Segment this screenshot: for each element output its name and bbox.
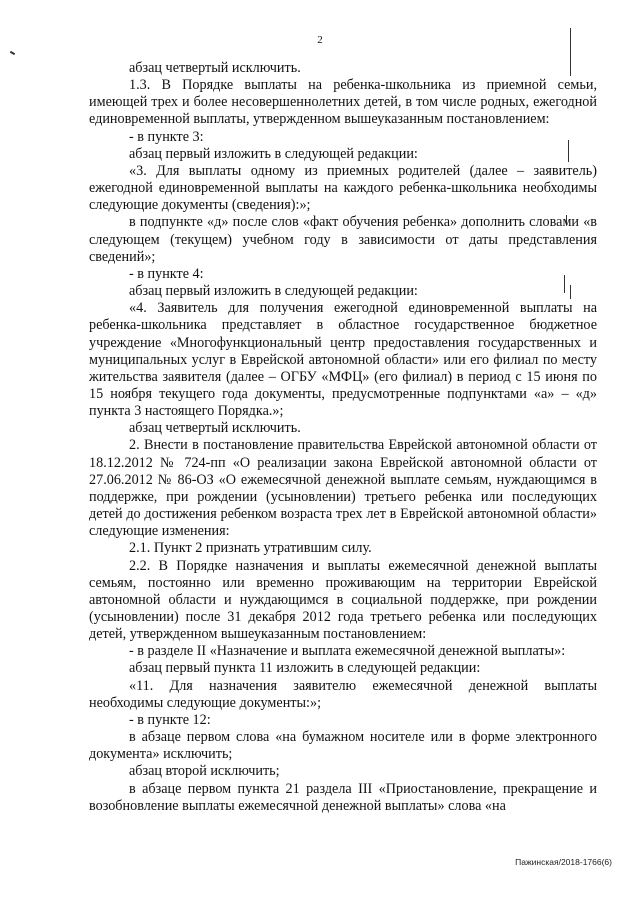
- paragraph: - в пункте 12:: [129, 711, 211, 728]
- paragraph: 2.2. В Порядке назначения и выплаты ежемесячной денежной выплаты семьям, постоянно или временно проживающим на территории Еврейской автономной области и нуждающимся в социальной поддержке, при рождении (усыновлении) после 31 декабря 2012 года третьего ребенка или последующих детей, утвержденном вышеуказанным постановлением:: [89, 557, 597, 643]
- footer-reference: Пажинская/2018-1766(6): [515, 857, 612, 867]
- paragraph: «3. Для выплаты одному из приемных родителей (далее – заявитель) ежегодной единовременной выплаты на каждого ребенка-школьника необходимы следующие документы (сведения):»;: [89, 162, 597, 214]
- paragraph: абзац первый пункта 11 изложить в следующей редакции:: [129, 660, 481, 677]
- paragraph: «4. Заявитель для получения ежегодной единовременной выплаты на ребенка-школьника представляет в областное государственное бюджетное учреждение «Многофункциональный центр предоставления государственных и муниципальных услуг в Еврейской автономной области» или его филиал по месту жительства заявителя (далее – ОГБУ «МФЦ» (его филиал) в период с 15 июня по 15 ноября текущего года документы, предусмотренные подпунктами «а» – «д» пункта 3 настоящего Порядка.»;: [89, 300, 597, 420]
- scan-mark-top-left: [10, 51, 15, 55]
- paragraph: в подпункте «д» после слов «факт обучения ребенка» дополнить словами «в следующем (текущем) учебном году в зависимости от даты представления сведений»;: [89, 214, 597, 265]
- paragraph: в абзаце первом пункта 21 раздела III «Приостановление, прекращение и возобновление выплаты ежемесячной денежной выплаты» слова «на: [89, 780, 597, 814]
- paragraph: 1.3. В Порядке выплаты на ребенка-школьника из приемной семьи, имеющей трех и более несовершеннолетних детей, в том числе родных, ежегодной единовременной выплаты, утвержденном вышеуказанным постановлением:: [89, 77, 597, 128]
- page-number: 2: [317, 34, 323, 46]
- paragraph: абзац четвертый исключить.: [129, 60, 301, 76]
- paragraph: абзац первый изложить в следующей редакции:: [129, 283, 418, 300]
- paragraph: абзац второй исключить;: [129, 763, 280, 780]
- paragraph: 2.1. Пункт 2 признать утратившим силу.: [129, 540, 372, 557]
- paragraph: - в пункте 4:: [129, 265, 204, 282]
- paragraph: абзац четвертый исключить.: [129, 420, 301, 437]
- paragraph: 2. Внести в постановление правительства Еврейской автономной области от 18.12.2012 № 724-пп «О реализации закона Еврейской автономной области от 27.06.2012 № 86-ОЗ «О ежемесячной денежной выплате семьям, нуждающимся в поддержке, при рождении (усыновлении) третьего ребенка или последующих детей до достижения ребенком возраста трех лет в Еврейской автономной области» следующие изменения:: [89, 437, 597, 540]
- paragraph: - в пункте 3:: [129, 128, 204, 145]
- paragraph: в абзаце первом слова «на бумажном носителе или в форме электронного документа» исключить;: [89, 729, 597, 763]
- paragraph: «11. Для назначения заявителю ежемесячной денежной выплаты необходимы следующие документы:»;: [89, 677, 597, 711]
- document-body: [89, 60, 597, 815]
- paragraph: - в разделе II «Назначение и выплата ежемесячной денежной выплаты»:: [129, 643, 566, 660]
- paragraph: абзац первый изложить в следующей редакции:: [129, 145, 418, 162]
